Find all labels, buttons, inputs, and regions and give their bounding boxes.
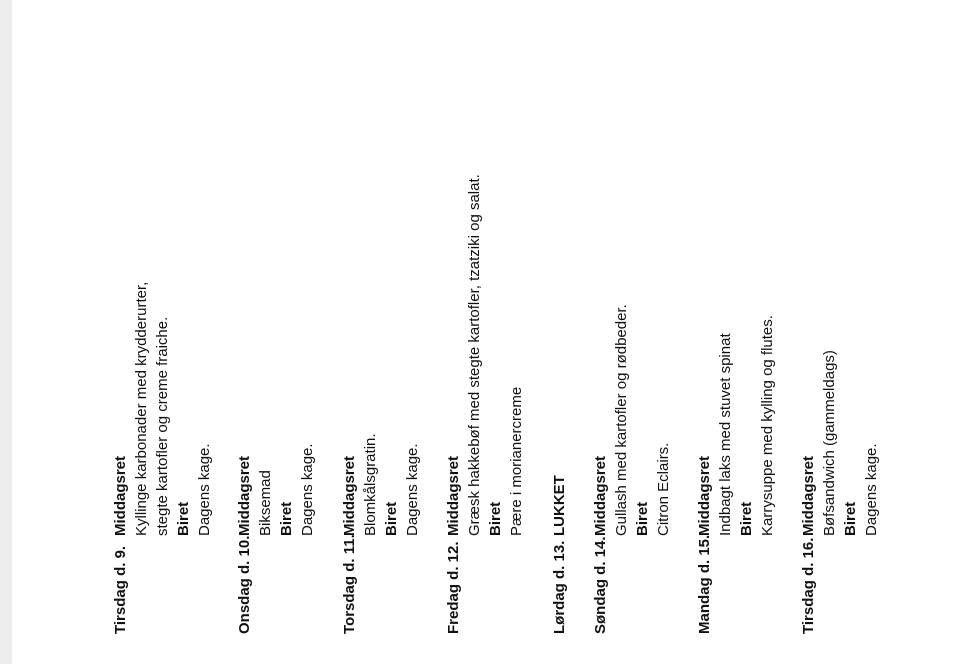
day-menu [798,16,882,536]
rotated-menu-content [12,0,960,664]
main-course-line: stegte kartofler og creme fraiche. [154,316,171,536]
main-course-header: Middagsret [592,455,609,536]
day-menu [694,16,778,536]
dessert-line: Dagens kage. [863,443,880,536]
closed-notice: LUKKET [551,475,568,536]
day-menu [234,16,318,536]
dessert-line: Pære i morianercreme [508,386,525,536]
dessert-line: Dagens kage. [299,443,316,536]
dessert-header: Biret [278,501,295,536]
main-course-header: Middagsret [800,455,817,536]
dessert-line: Karrysuppe med kylling og flutes. [759,315,776,536]
day-menu [110,16,215,536]
main-course-header: Middagsret [445,455,462,536]
main-course-header: Middagsret [112,455,129,536]
day-menu [443,16,527,536]
main-course-line: Blomkålsgratin. [362,433,379,536]
dessert-header: Biret [175,501,192,536]
main-course-line: Gullash med kartofler og rødbeder. [613,304,630,536]
day-menu [339,16,423,536]
day-label: Tirsdag d. 16. [800,537,817,634]
day-label: Torsdag d. 11. [341,534,358,634]
main-course-line: Kyllinge karbonader med krydderurter, [133,281,150,536]
main-course-line: Bøfsandwich (gammeldags) [821,350,838,536]
main-course-header: Middagsret [696,455,713,536]
day-label: Fredag d. 12. [445,541,462,634]
dessert-header: Biret [842,501,859,536]
document-page [12,0,960,664]
day-label: Onsdag d. 10. [236,535,253,634]
dessert-header: Biret [487,501,504,536]
day-label: Mandag d. 15. [696,534,713,634]
main-course-header: Middagsret [236,455,253,536]
day-label: Søndag d. 14. [592,536,609,634]
dessert-header: Biret [383,501,400,536]
day-menu [590,16,674,536]
dessert-header: Biret [738,501,755,536]
day-label: Tirsdag d. 9. [112,545,129,634]
dessert-header: Biret [634,501,651,536]
main-course-line: Biksemad [257,470,274,536]
dessert-line: Citron Eclairs. [655,442,672,536]
dessert-line: Dagens kage. [404,443,421,536]
dessert-line: Dagens kage. [196,443,213,536]
main-course-line: Græsk hakkebøf med stegte kartofler, tzatziki og salat. [466,174,483,536]
day-label: Lørdag d. 13. [551,540,568,634]
main-course-line: Indbagt laks med stuvet spinat [717,333,734,536]
main-course-header: Middagsret [341,455,358,536]
day-menu [549,16,570,536]
